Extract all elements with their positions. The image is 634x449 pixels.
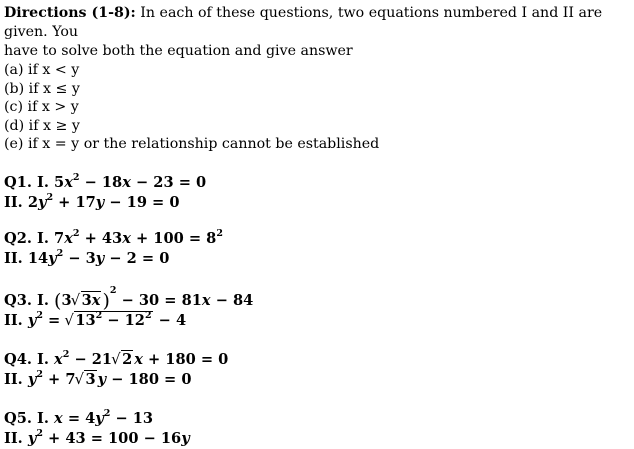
- question-4-eq2-math: $y^2 + 7√$ 3 y − 180 = 0: [28, 371, 192, 388]
- question-5-label: Q5. I.: [4, 409, 49, 427]
- question-5-eq2-math: $y^2 + 43 = 100 - 16y$: [27, 427, 190, 447]
- question-5-equation-2: [4, 429, 630, 449]
- question-3-equation-1: [4, 284, 630, 312]
- question-page: [4, 4, 630, 449]
- question-3-eq2-math: $y^2$ = √ $13^2 - 12^2 - 4$: [28, 312, 186, 329]
- question-1-eq1-math: $5x^2 - 18x - 23 = 0$: [54, 171, 207, 191]
- question-4-label: Q4. I.: [4, 350, 49, 368]
- sqrt-symbol: √ 3: [75, 370, 97, 390]
- question-5: [4, 409, 630, 449]
- question-5-equation-1: [4, 409, 630, 429]
- answer-options: [4, 61, 630, 154]
- question-2-eq1-math: $7x^2 + 43x + 100 = 8^2$: [54, 227, 223, 247]
- question-2-label2: II.: [4, 249, 23, 267]
- question-5-eq1-math: $x = 4y^2 - 13$: [54, 407, 154, 427]
- question-2: [4, 229, 630, 269]
- question-3-label2: II.: [4, 311, 23, 329]
- question-1-eq2-math: $2y^2 + 17y - 19 = 0$: [27, 191, 180, 211]
- sqrt-symbol: √ 3x: [72, 291, 103, 311]
- question-2-equation-2: [4, 249, 630, 269]
- directions-heading: Directions (1-8):: [4, 5, 136, 21]
- sqrt-symbol: √ $13^2 - 12^2$: [65, 311, 153, 331]
- question-2-equation-1: [4, 229, 630, 249]
- question-3: [4, 284, 630, 331]
- question-2-eq2-math: $14y^2 - 3y - 2 = 0$: [27, 247, 170, 267]
- option-b: (b) if x ≤ y: [4, 80, 80, 97]
- question-3-eq1-math: (3√ 3x )$^2$ − 30 = 81x − 84: [54, 292, 253, 309]
- question-4-eq1-math: $x^2 - 21√$ 2 x + 180 = 0: [54, 351, 228, 368]
- directions-text-line1: In each of these questions, two equations numbered I and II are given. You: [4, 5, 603, 40]
- question-3-label: Q3. I.: [4, 291, 49, 309]
- question-5-label2: II.: [4, 429, 23, 447]
- question-4-equation-1: [4, 350, 630, 370]
- question-3-equation-2: [4, 311, 630, 331]
- option-e: (e) if x = y or the relationship cannot be established: [4, 136, 380, 152]
- directions-text-line2: have to solve both the equation and give answer: [4, 43, 353, 59]
- question-1: [4, 173, 630, 213]
- question-1-equation-1: [4, 173, 630, 193]
- question-4-label2: II.: [4, 370, 23, 388]
- question-1-label: Q1. I.: [4, 173, 49, 191]
- question-1-equation-2: [4, 193, 630, 213]
- option-c: (c) if x > y: [4, 99, 79, 115]
- sqrt-symbol: √ 2: [112, 350, 134, 370]
- directions-paragraph: [4, 4, 630, 61]
- question-4: [4, 350, 630, 390]
- option-a: (a) if x < y: [4, 62, 80, 78]
- question-1-label2: II.: [4, 193, 23, 211]
- question-2-label: Q2. I.: [4, 229, 49, 247]
- question-4-equation-2: [4, 370, 630, 390]
- option-d: (d) if x ≥ y: [4, 117, 80, 134]
